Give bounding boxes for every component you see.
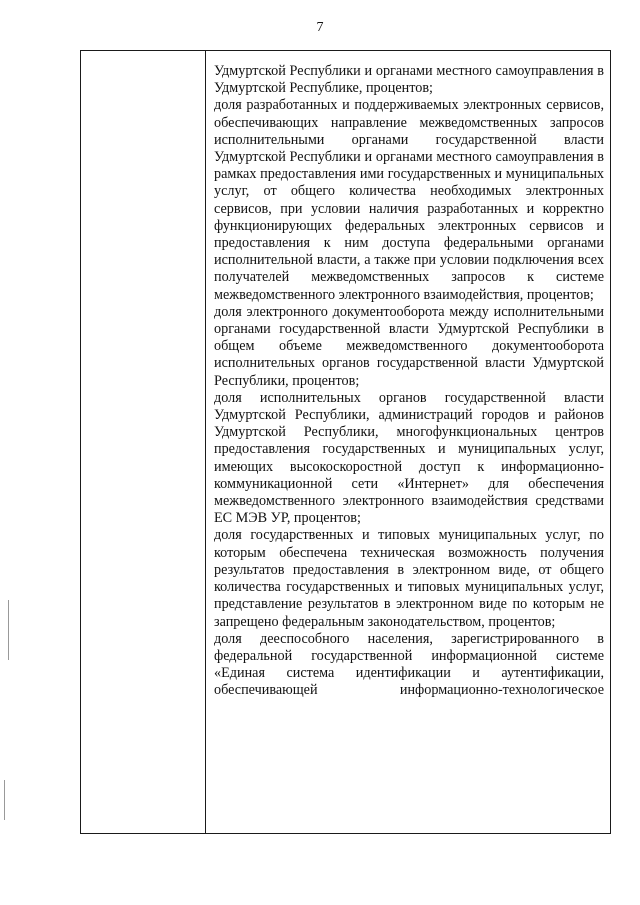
indicator-paragraph: доля разработанных и поддерживаемых электронных сервисов, обеспечивающих направление межведомственных запросов исполнительными органами государственной власти Удмуртской Республики и органами местного самоуправления в рамках предоставления ими государственных и муниципальных услуг, от общего количества необходимых электронных сервисов, при условии наличия разработанных и корректно функционирующих федеральных электронных сервисов и предоставления к ним доступа федеральными органами исполнительной власти, а также при условии подключения всех получателей межведомственных запросов к системе межведомственного электронного взаимодействия, процентов;	[214, 97, 604, 303]
indicator-paragraph: доля дееспособного населения, зарегистрированного в федеральной государственной информационной системе «Единая система идентификации и аутентификации, обеспечивающей информационно-технологическое	[214, 630, 604, 699]
indicator-paragraph: Удмуртской Республики и органами местного самоуправления в Удмуртской Республике, процентов;	[214, 63, 604, 97]
indicator-paragraph: доля электронного документооборота между исполнительными органами государственной власти Удмуртской Республики в общем объеме межведомственного документооборота исполнительных органов государственной власти Удмуртской Республики, процентов;	[214, 303, 604, 389]
indicators-table	[80, 50, 611, 834]
table-left-cell	[81, 51, 205, 833]
indicator-paragraph: доля государственных и типовых муниципальных услуг, по которым обеспечена техническая возможность получения результатов предоставления в электронном виде, от общего количества государственных и типовых муниципальных услуг, представление результатов в электронном виде по которым не запрещено федеральным законодательством, процентов;	[214, 527, 604, 630]
scan-artifact-line	[8, 600, 9, 660]
page-number: 7	[316, 20, 324, 35]
scan-artifact-line	[4, 780, 5, 820]
column-divider	[205, 51, 206, 833]
indicator-paragraph: доля исполнительных органов государственной власти Удмуртской Республики, администраций городов и районов Удмуртской Республики, многофункциональных центров предоставления государственных и муниципальных услуг, имеющих высокоскоростной доступ к информационно-коммуникационной сети «Интернет» для обеспечения межведомственного электронного взаимодействия средствами ЕС МЭВ УР, процентов;	[214, 389, 604, 527]
table-right-cell	[214, 63, 604, 833]
